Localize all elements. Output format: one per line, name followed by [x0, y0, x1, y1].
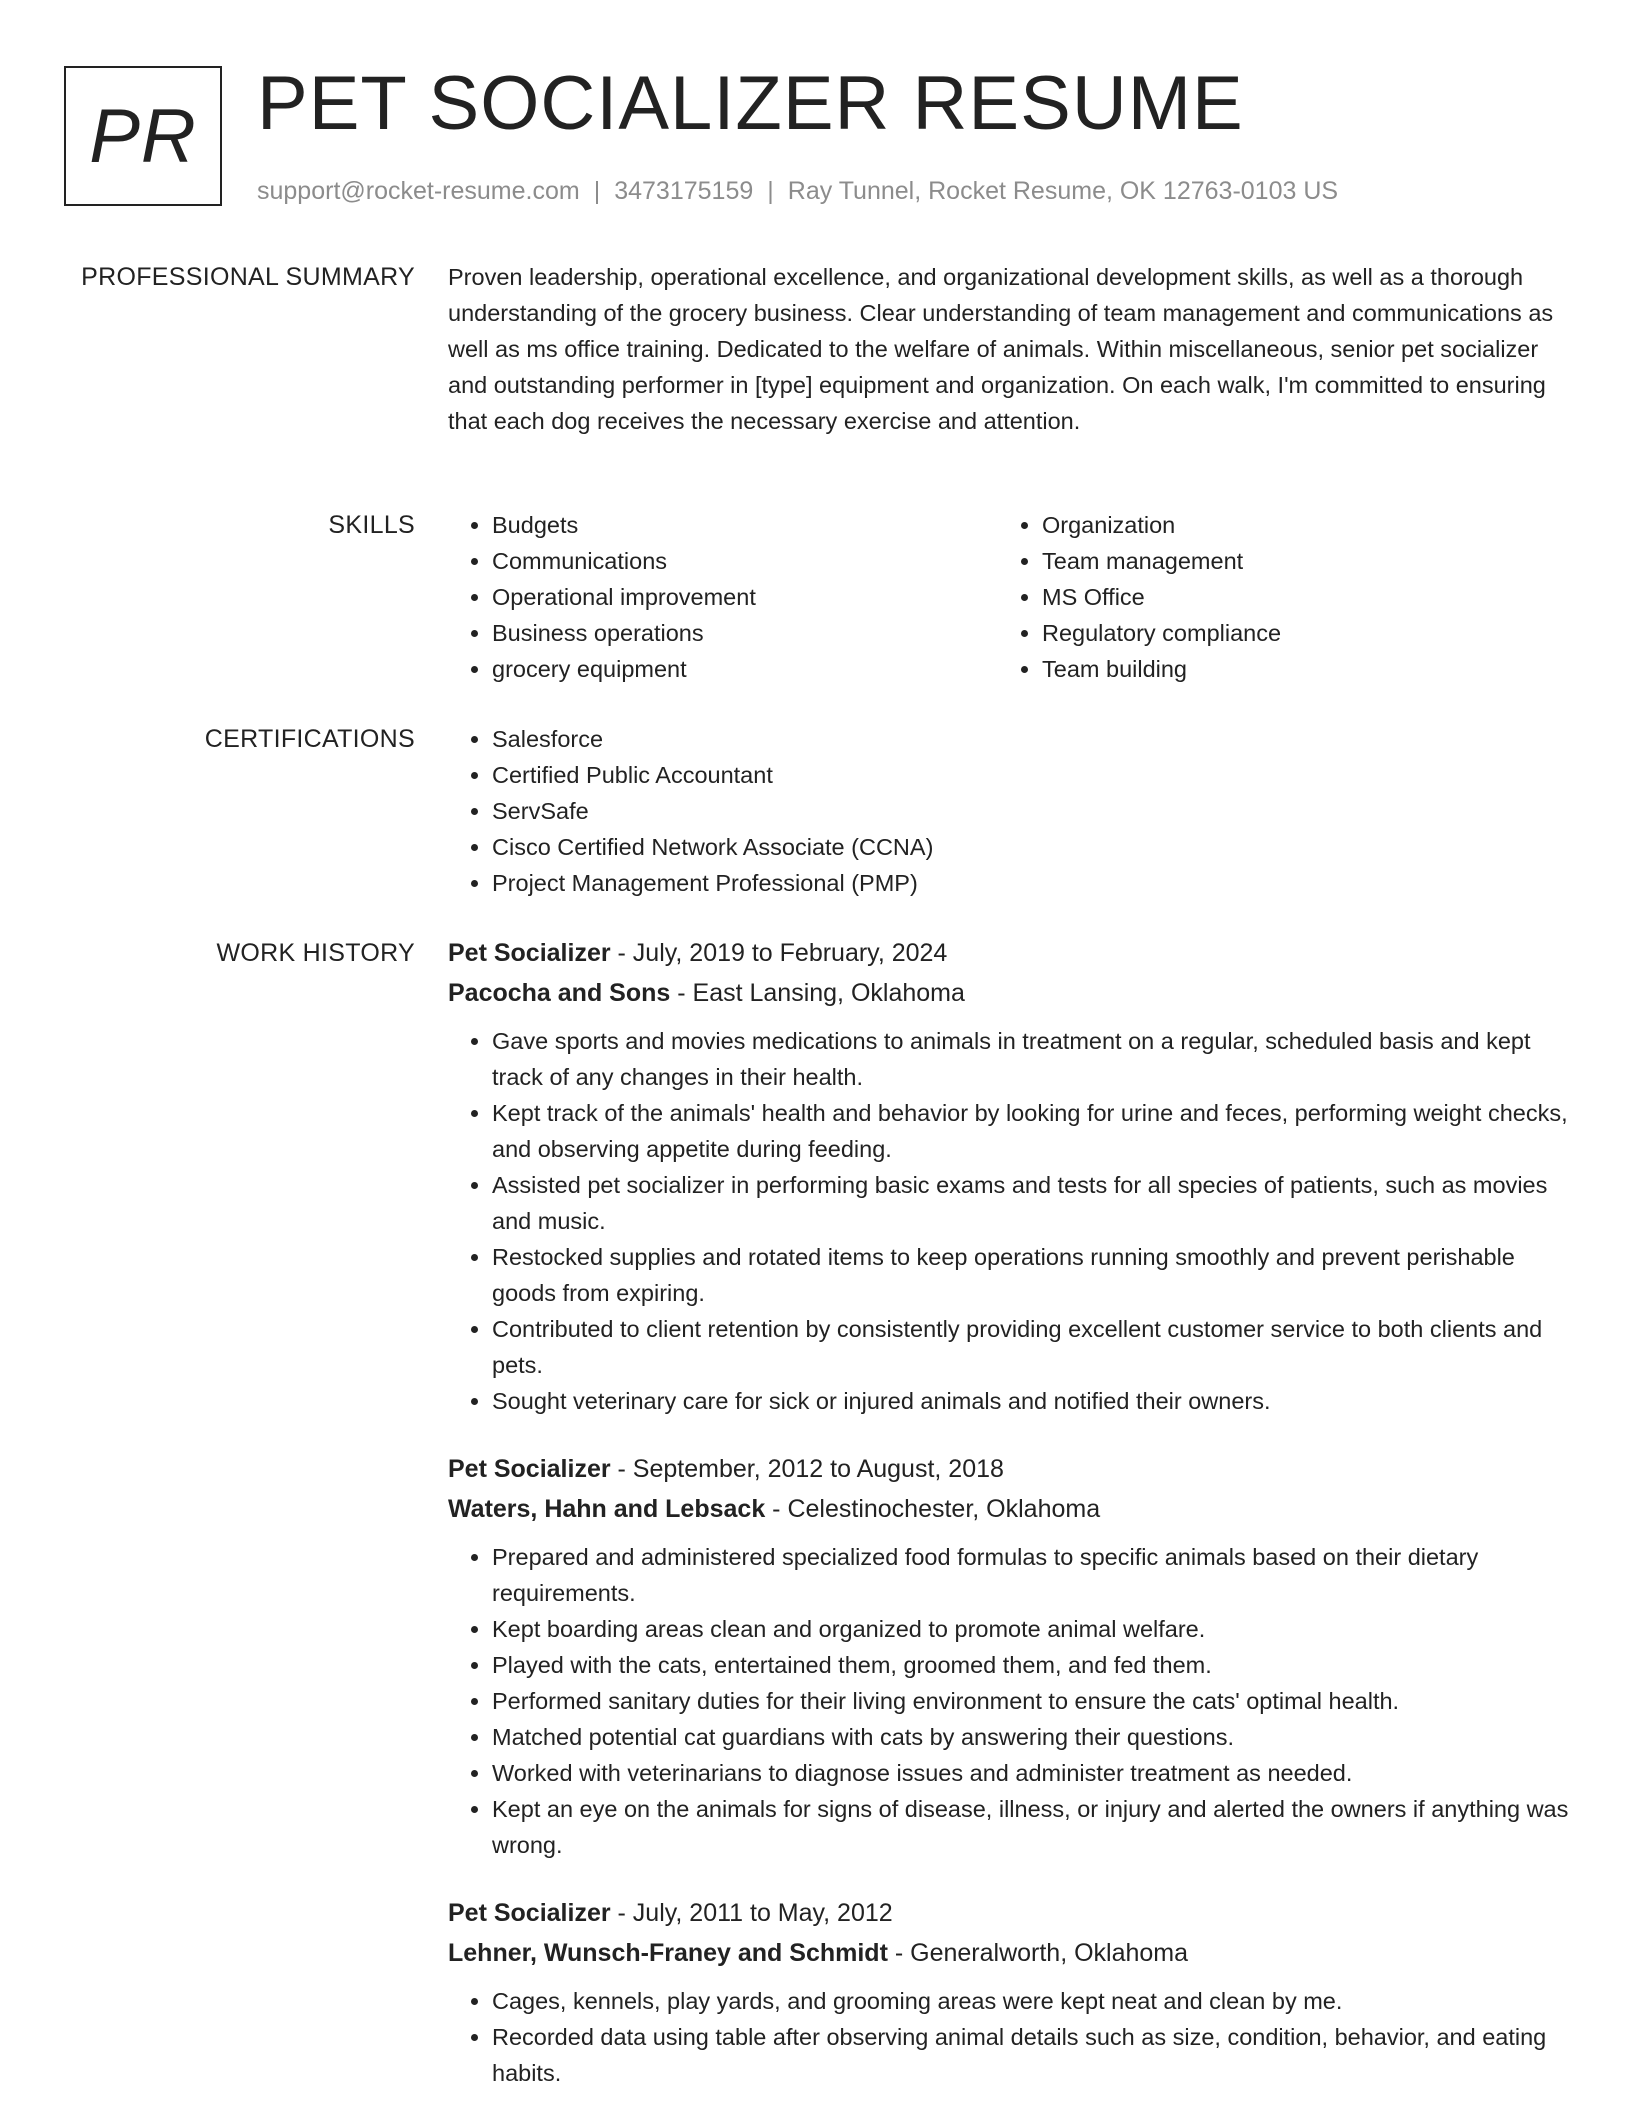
skill-item: • Budgets [492, 507, 998, 543]
job-title-line [448, 933, 1570, 973]
certification-item: • Cisco Certified Network Associate (CCNA) [492, 829, 1570, 865]
section-label-work-history: WORK HISTORY [216, 939, 415, 967]
job-bullet: • Kept an eye on the animals for signs of disease, illness, or injury and alerted the owners if anything was wrong. [492, 1791, 1570, 1863]
monogram-logo: PR [64, 66, 222, 206]
skill-item: • Regulatory compliance [1042, 615, 1548, 651]
certification-item: • Salesforce [492, 721, 1570, 757]
contact-address: Ray Tunnel, Rocket Resume, OK 12763-0103 US [787, 177, 1339, 205]
contact-separator: | [767, 177, 774, 205]
job-title-line [448, 1893, 1570, 1933]
job-company: Waters, Hahn and Lebsack [448, 1495, 766, 1523]
certification-item: • Certified Public Accountant [492, 757, 1570, 793]
job-bullet: • Matched potential cat guardians with cats by answering their questions. [492, 1719, 1570, 1755]
summary-body [448, 259, 1570, 439]
job-company: Lehner, Wunsch-Franey and Schmidt [448, 1939, 888, 1967]
skill-item: • Team building [1042, 651, 1548, 687]
job-title: Pet Socializer [448, 1455, 611, 1483]
job-bullet: • Performed sanitary duties for their living environment to ensure the cats' optimal health. [492, 1683, 1570, 1719]
job-company-line [448, 1933, 1570, 1973]
skill-item: • Team management [1042, 543, 1548, 579]
job-bullet: • Kept track of the animals' health and behavior by looking for urine and feces, performing weight checks, and observing appetite during feeding. [492, 1095, 1570, 1167]
contact-phone[interactable]: 3473175159 [614, 177, 754, 205]
job-bullet: • Kept boarding areas clean and organized to promote animal welfare. [492, 1611, 1570, 1647]
job-bullet: • Played with the cats, entertained them, groomed them, and fed them. [492, 1647, 1570, 1683]
job-bullet: • Cages, kennels, play yards, and grooming areas were kept neat and clean by me. [492, 1983, 1570, 2019]
job-company-line [448, 1489, 1570, 1529]
section-label-summary: PROFESSIONAL SUMMARY [81, 263, 415, 291]
skill-item: • Organization [1042, 507, 1548, 543]
skill-item: • MS Office [1042, 579, 1548, 615]
job-entry [448, 1449, 1570, 1863]
skills-body [448, 507, 1570, 687]
skills-column-1 [448, 507, 998, 687]
resume-title: PET SOCIALIZER RESUME [257, 61, 1244, 146]
job-location: - Celestinochester, Oklahoma [765, 1495, 1101, 1523]
job-dates: - July, 2011 to May, 2012 [610, 1899, 893, 1927]
job-dates: - September, 2012 to August, 2018 [610, 1455, 1004, 1483]
skills-columns [448, 507, 1570, 687]
section-label-skills: SKILLS [328, 511, 415, 539]
job-title: Pet Socializer [448, 1899, 611, 1927]
job-company-line [448, 973, 1570, 1013]
job-dates: - July, 2019 to February, 2024 [610, 939, 948, 967]
job-bullet: • Assisted pet socializer in performing basic exams and tests for all species of patients, such as movies and music. [492, 1167, 1570, 1239]
job-location: - East Lansing, Oklahoma [670, 979, 965, 1007]
job-entry [448, 1893, 1570, 2091]
section-label-certifications: CERTIFICATIONS [204, 725, 415, 753]
job-bullet: • Gave sports and movies medications to animals in treatment on a regular, scheduled basis and kept track of any changes in their health. [492, 1023, 1570, 1095]
skill-item: • grocery equipment [492, 651, 998, 687]
job-bullet: • Sought veterinary care for sick or injured animals and notified their owners. [492, 1383, 1570, 1419]
job-bullet: • Prepared and administered specialized food formulas to specific animals based on their dietary requirements. [492, 1539, 1570, 1611]
job-entry [448, 933, 1570, 1419]
skill-item: • Business operations [492, 615, 998, 651]
certifications-body [448, 721, 1570, 901]
skill-item: • Communications [492, 543, 998, 579]
job-title-line [448, 1449, 1570, 1489]
job-bullet: • Restocked supplies and rotated items to keep operations running smoothly and prevent perishable goods from expiring. [492, 1239, 1570, 1311]
job-company: Pacocha and Sons [448, 979, 671, 1007]
skill-item: • Operational improvement [492, 579, 998, 615]
contact-separator: | [593, 177, 601, 205]
skills-column-2 [998, 507, 1548, 687]
job-title: Pet Socializer [448, 939, 611, 967]
contact-line [257, 173, 1338, 209]
contact-email[interactable]: support@rocket-resume.com [257, 177, 580, 205]
certification-item: • Project Management Professional (PMP) [492, 865, 1570, 901]
job-location: - Generalworth, Oklahoma [887, 1939, 1189, 1967]
certification-item: • ServSafe [492, 793, 1570, 829]
work-history-body [448, 933, 1570, 2091]
summary-text: Proven leadership, operational excellence, and organizational development skills, as well as a thorough understanding of the grocery business. Clear understanding of team management and communications as well as ms office training. Dedicated to the welfare of animals. Within miscellaneous, senior pet socializer and outstanding performer in [type] equipment and organization. On each walk, I'm committed to ensuring that each dog receives the necessary exercise and attention. [448, 264, 1554, 434]
job-bullet: • Recorded data using table after observing animal details such as size, condition, behavior, and eating habits. [492, 2019, 1570, 2091]
job-bullet: • Contributed to client retention by consistently providing excellent customer service to both clients and pets. [492, 1311, 1570, 1383]
job-bullet: • Worked with veterinarians to diagnose issues and administer treatment as needed. [492, 1755, 1570, 1791]
